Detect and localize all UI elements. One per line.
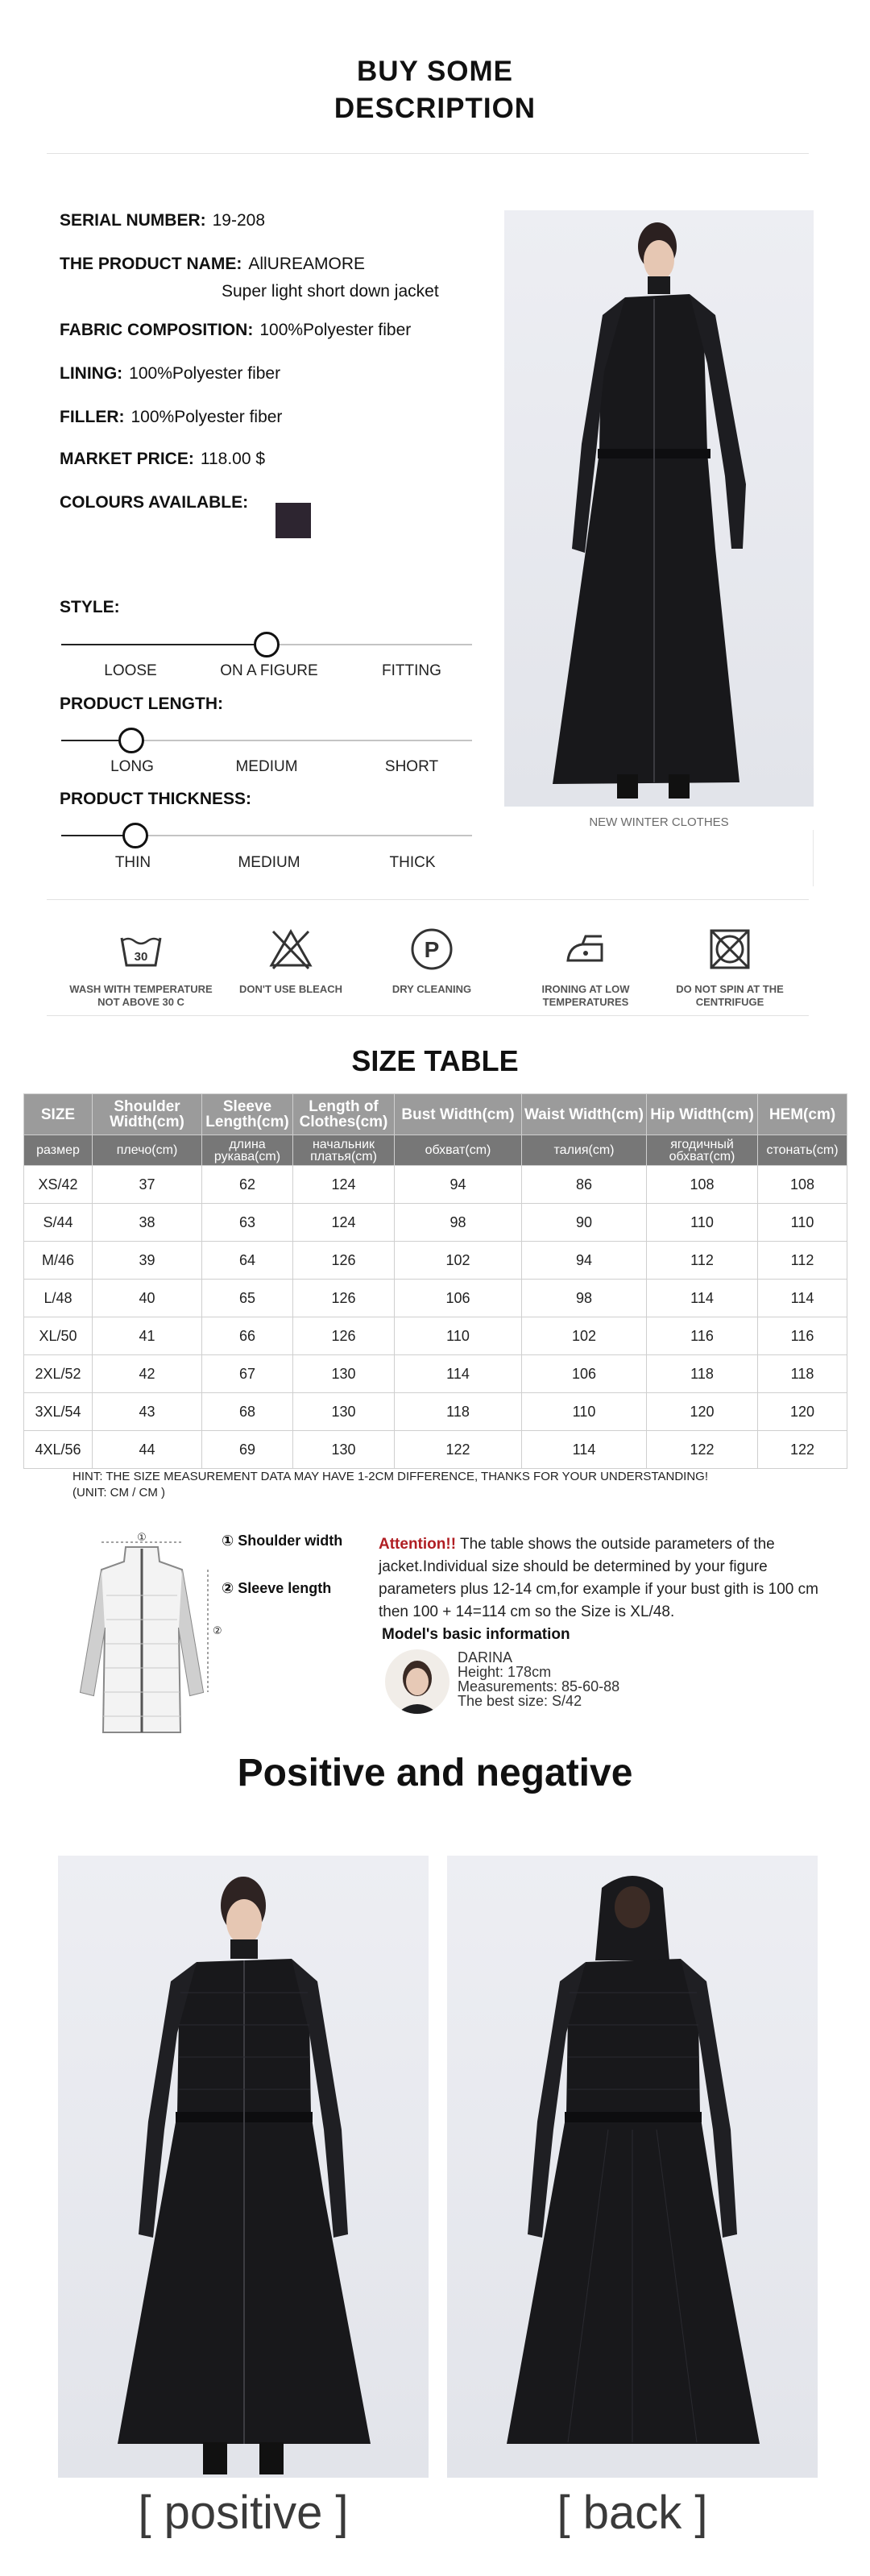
slider-length[interactable] xyxy=(61,740,472,741)
spec-label: SERIAL NUMBER: xyxy=(60,211,206,230)
slider-label: ON A FIGURE xyxy=(220,662,318,679)
back-photo xyxy=(447,1856,818,2478)
table-cell: 86 xyxy=(522,1166,647,1204)
table-cell: 41 xyxy=(93,1317,202,1355)
table-cell: 40 xyxy=(93,1280,202,1317)
table-cell: 126 xyxy=(293,1242,395,1280)
table-cell: 120 xyxy=(647,1393,758,1431)
coat-front-icon xyxy=(58,1856,429,2478)
slider-style[interactable] xyxy=(61,644,472,645)
table-row xyxy=(24,1393,847,1431)
divider xyxy=(47,1015,809,1016)
care-no-spin xyxy=(649,927,810,1009)
table-cell: XS/42 xyxy=(24,1166,93,1204)
table-cell: 124 xyxy=(293,1166,395,1204)
size-table-title: SIZE TABLE xyxy=(351,1044,519,1077)
table-cell: 114 xyxy=(647,1280,758,1317)
slider-label: THICK xyxy=(389,854,436,871)
care-label: DO NOT SPIN AT THE CENTRIFUGE xyxy=(676,983,784,1008)
care-iron xyxy=(505,927,666,1009)
measure-sleeve-label: ② Sleeve length xyxy=(222,1580,332,1596)
header-cell: начальник платья(cm) xyxy=(293,1135,395,1166)
spec-label: MARKET PRICE: xyxy=(60,450,194,468)
model-info-title: Model's basic information xyxy=(382,1626,570,1643)
slider-label: THIN xyxy=(114,854,151,871)
avatar xyxy=(385,1649,450,1714)
no-spin-icon xyxy=(707,927,752,972)
table-cell: 108 xyxy=(758,1166,847,1204)
spec-value: 100%Polyester fiber xyxy=(130,408,283,426)
spec-filler xyxy=(60,408,282,427)
care-label: DON'T USE BLEACH xyxy=(238,983,343,995)
slider-thickness[interactable] xyxy=(61,835,472,836)
table-cell: 44 xyxy=(93,1431,202,1469)
attention-text: The table shows the outside parameters of the jacket.Individual size should be determined by your figure parameters plus 12-14 cm,for example if your bust gith is 100 cm then 100 + 14=114 cm so the Size is XL/48. xyxy=(379,1536,818,1620)
slider-knob[interactable] xyxy=(122,823,148,848)
page-title xyxy=(0,53,870,127)
page-title-line1: BUY SOME xyxy=(356,56,514,87)
wash-30-icon xyxy=(118,927,164,972)
header-cell: обхват(cm) xyxy=(395,1135,522,1166)
spec-label: FILLER: xyxy=(60,408,125,426)
spec-label: THE PRODUCT NAME: xyxy=(60,255,242,273)
spec-price xyxy=(60,450,265,469)
table-cell: 124 xyxy=(293,1204,395,1242)
table-cell: 90 xyxy=(522,1204,647,1242)
table-row xyxy=(24,1280,847,1317)
table-cell: 118 xyxy=(758,1355,847,1393)
spec-fabric xyxy=(60,321,411,340)
care-no-bleach xyxy=(210,927,371,996)
size-table-body xyxy=(24,1166,847,1469)
table-cell: 118 xyxy=(647,1355,758,1393)
measure-illustration xyxy=(61,1531,222,1740)
table-cell: 110 xyxy=(395,1317,522,1355)
spec-product-name xyxy=(60,255,365,274)
header-cell: стонать(cm) xyxy=(758,1135,847,1166)
model-height: Height: 178cm xyxy=(458,1664,552,1680)
header-cell: плечо(cm) xyxy=(93,1135,202,1166)
table-row xyxy=(24,1431,847,1469)
care-label: WASH WITH TEMPERATURE NOT ABOVE 30 C xyxy=(69,983,213,1008)
table-cell: 126 xyxy=(293,1317,395,1355)
table-cell: 98 xyxy=(522,1280,647,1317)
table-cell: 67 xyxy=(202,1355,293,1393)
table-row xyxy=(24,1166,847,1204)
table-cell: 120 xyxy=(758,1393,847,1431)
table-cell: 69 xyxy=(202,1431,293,1469)
model-measurements: Measurements: 85-60-88 xyxy=(458,1678,620,1695)
table-cell: 39 xyxy=(93,1242,202,1280)
slider-label: LOOSE xyxy=(104,662,157,679)
header-cell: талия(cm) xyxy=(522,1135,647,1166)
table-cell: 64 xyxy=(202,1242,293,1280)
table-cell: 65 xyxy=(202,1280,293,1317)
coat-back-icon xyxy=(447,1856,818,2478)
slider-label: LONG xyxy=(110,758,154,775)
wash-temp: 30 xyxy=(134,950,148,964)
table-cell: 116 xyxy=(758,1317,847,1355)
table-cell: M/46 xyxy=(24,1242,93,1280)
model-avatar-icon xyxy=(385,1649,450,1714)
table-cell: XL/50 xyxy=(24,1317,93,1355)
spec-label: FABRIC COMPOSITION: xyxy=(60,321,254,339)
divider xyxy=(47,153,809,154)
table-cell: 118 xyxy=(395,1393,522,1431)
size-table xyxy=(23,1093,847,1469)
table-cell: 130 xyxy=(293,1431,395,1469)
table-cell: 66 xyxy=(202,1317,293,1355)
product-photo xyxy=(504,210,814,807)
slider-title-style: STYLE: xyxy=(60,598,120,616)
table-cell: 68 xyxy=(202,1393,293,1431)
table-cell: 37 xyxy=(93,1166,202,1204)
header-cell: SIZE xyxy=(24,1094,93,1135)
size-header-row xyxy=(24,1094,847,1135)
positive-negative-title: Positive and negative xyxy=(237,1752,633,1794)
hint-line: HINT: THE SIZE MEASUREMENT DATA MAY HAVE 1-2CM DIFFERENCE, THANKS FOR YOUR UNDERSTANDING! xyxy=(72,1470,708,1483)
front-photo xyxy=(58,1856,429,2478)
measure-shoulder-label: ① Shoulder width xyxy=(222,1533,343,1549)
jacket-measure-icon xyxy=(61,1531,222,1740)
table-cell: 63 xyxy=(202,1204,293,1242)
table-cell: 94 xyxy=(395,1166,522,1204)
slider-knob[interactable] xyxy=(254,632,280,657)
header-cell: HEM(cm) xyxy=(758,1094,847,1135)
header-cell: Hip Width(cm) xyxy=(647,1094,758,1135)
care-dry-clean xyxy=(351,927,512,996)
table-cell: 114 xyxy=(395,1355,522,1393)
slider-label: SHORT xyxy=(384,758,439,775)
header-cell: размер xyxy=(24,1135,93,1166)
table-row xyxy=(24,1242,847,1280)
table-cell: 114 xyxy=(522,1431,647,1469)
table-cell: 43 xyxy=(93,1393,202,1431)
table-cell: 112 xyxy=(758,1242,847,1280)
illus-mark: ① xyxy=(137,1531,147,1543)
positive-label: [ positive ] xyxy=(138,2487,349,2539)
dry-clean-letter: P xyxy=(424,937,440,962)
table-cell: S/44 xyxy=(24,1204,93,1242)
table-cell: 110 xyxy=(758,1204,847,1242)
size-hint xyxy=(72,1469,708,1501)
spec-product-subname: Super light short down jacket xyxy=(222,282,439,301)
care-label: DRY CLEANING xyxy=(392,983,472,995)
table-cell: 110 xyxy=(522,1393,647,1431)
table-cell: 122 xyxy=(758,1431,847,1469)
spec-value: 118.00 $ xyxy=(200,450,266,468)
spec-serial xyxy=(60,211,265,230)
spec-value: 100%Polyester fiber xyxy=(129,364,281,383)
model-name: DARINA xyxy=(458,1649,513,1665)
slider-label: MEDIUM xyxy=(235,758,298,775)
back-label: [ back ] xyxy=(557,2487,708,2539)
page-title-line2: DESCRIPTION xyxy=(334,93,536,124)
divider xyxy=(47,899,809,900)
slider-label: FITTING xyxy=(382,662,441,679)
slider-title-length: PRODUCT LENGTH: xyxy=(60,695,223,713)
table-cell: 4XL/56 xyxy=(24,1431,93,1469)
model-info xyxy=(458,1650,619,1708)
table-cell: 98 xyxy=(395,1204,522,1242)
table-row xyxy=(24,1355,847,1393)
slider-fill xyxy=(61,644,267,645)
spec-label: COLOURS AVAILABLE: xyxy=(60,493,249,512)
table-cell: L/48 xyxy=(24,1280,93,1317)
header-cell: Waist Width(cm) xyxy=(522,1094,647,1135)
table-cell: 126 xyxy=(293,1280,395,1317)
attention-note xyxy=(379,1533,830,1624)
header-cell: длина рукава(cm) xyxy=(202,1135,293,1166)
hint-line: (UNIT: CM / CM ) xyxy=(72,1486,165,1500)
header-cell: Shoulder Width(cm) xyxy=(93,1094,202,1135)
spec-value: 100%Polyester fiber xyxy=(259,321,412,339)
slider-title-thickness: PRODUCT THICKNESS: xyxy=(60,790,252,808)
header-cell: Sleeve Length(cm) xyxy=(202,1094,293,1135)
table-cell: 106 xyxy=(395,1280,522,1317)
spec-colours xyxy=(60,493,255,512)
table-cell: 108 xyxy=(647,1166,758,1204)
colour-swatch[interactable] xyxy=(276,503,311,538)
care-wash xyxy=(60,927,222,1009)
slider-label: MEDIUM xyxy=(238,854,300,871)
table-cell: 114 xyxy=(758,1280,847,1317)
iron-low-icon xyxy=(563,927,608,972)
table-cell: 38 xyxy=(93,1204,202,1242)
table-cell: 130 xyxy=(293,1393,395,1431)
table-cell: 122 xyxy=(395,1431,522,1469)
slider-knob[interactable] xyxy=(118,728,144,753)
coat-figure-icon xyxy=(504,210,814,807)
table-cell: 102 xyxy=(395,1242,522,1280)
table-cell: 130 xyxy=(293,1355,395,1393)
header-cell: Length of Clothes(cm) xyxy=(293,1094,395,1135)
divider-vertical xyxy=(813,830,814,886)
table-cell: 62 xyxy=(202,1166,293,1204)
photo-caption: NEW WINTER CLOTHES xyxy=(589,815,729,829)
table-cell: 94 xyxy=(522,1242,647,1280)
table-cell: 42 xyxy=(93,1355,202,1393)
table-cell: 2XL/52 xyxy=(24,1355,93,1393)
size-header-row-ru xyxy=(24,1135,847,1166)
header-cell: ягодичный обхват(cm) xyxy=(647,1135,758,1166)
table-row xyxy=(24,1317,847,1355)
table-cell: 116 xyxy=(647,1317,758,1355)
spec-value: AllUREAMORE xyxy=(248,255,366,273)
no-bleach-icon xyxy=(268,927,313,972)
table-cell: 106 xyxy=(522,1355,647,1393)
table-cell: 3XL/54 xyxy=(24,1393,93,1431)
dry-clean-icon xyxy=(409,927,454,972)
header-cell: Bust Width(cm) xyxy=(395,1094,522,1135)
attention-lead: Attention!! xyxy=(379,1536,457,1553)
illus-mark: ② xyxy=(213,1624,222,1636)
model-best-size: The best size: S/42 xyxy=(458,1693,582,1709)
spec-lining xyxy=(60,364,280,384)
table-cell: 122 xyxy=(647,1431,758,1469)
care-label: IRONING AT LOW TEMPERATURES xyxy=(541,983,630,1008)
table-cell: 110 xyxy=(647,1204,758,1242)
table-cell: 112 xyxy=(647,1242,758,1280)
spec-value: 19-208 xyxy=(212,211,266,230)
spec-label: LINING: xyxy=(60,364,123,383)
table-row xyxy=(24,1204,847,1242)
table-cell: 102 xyxy=(522,1317,647,1355)
